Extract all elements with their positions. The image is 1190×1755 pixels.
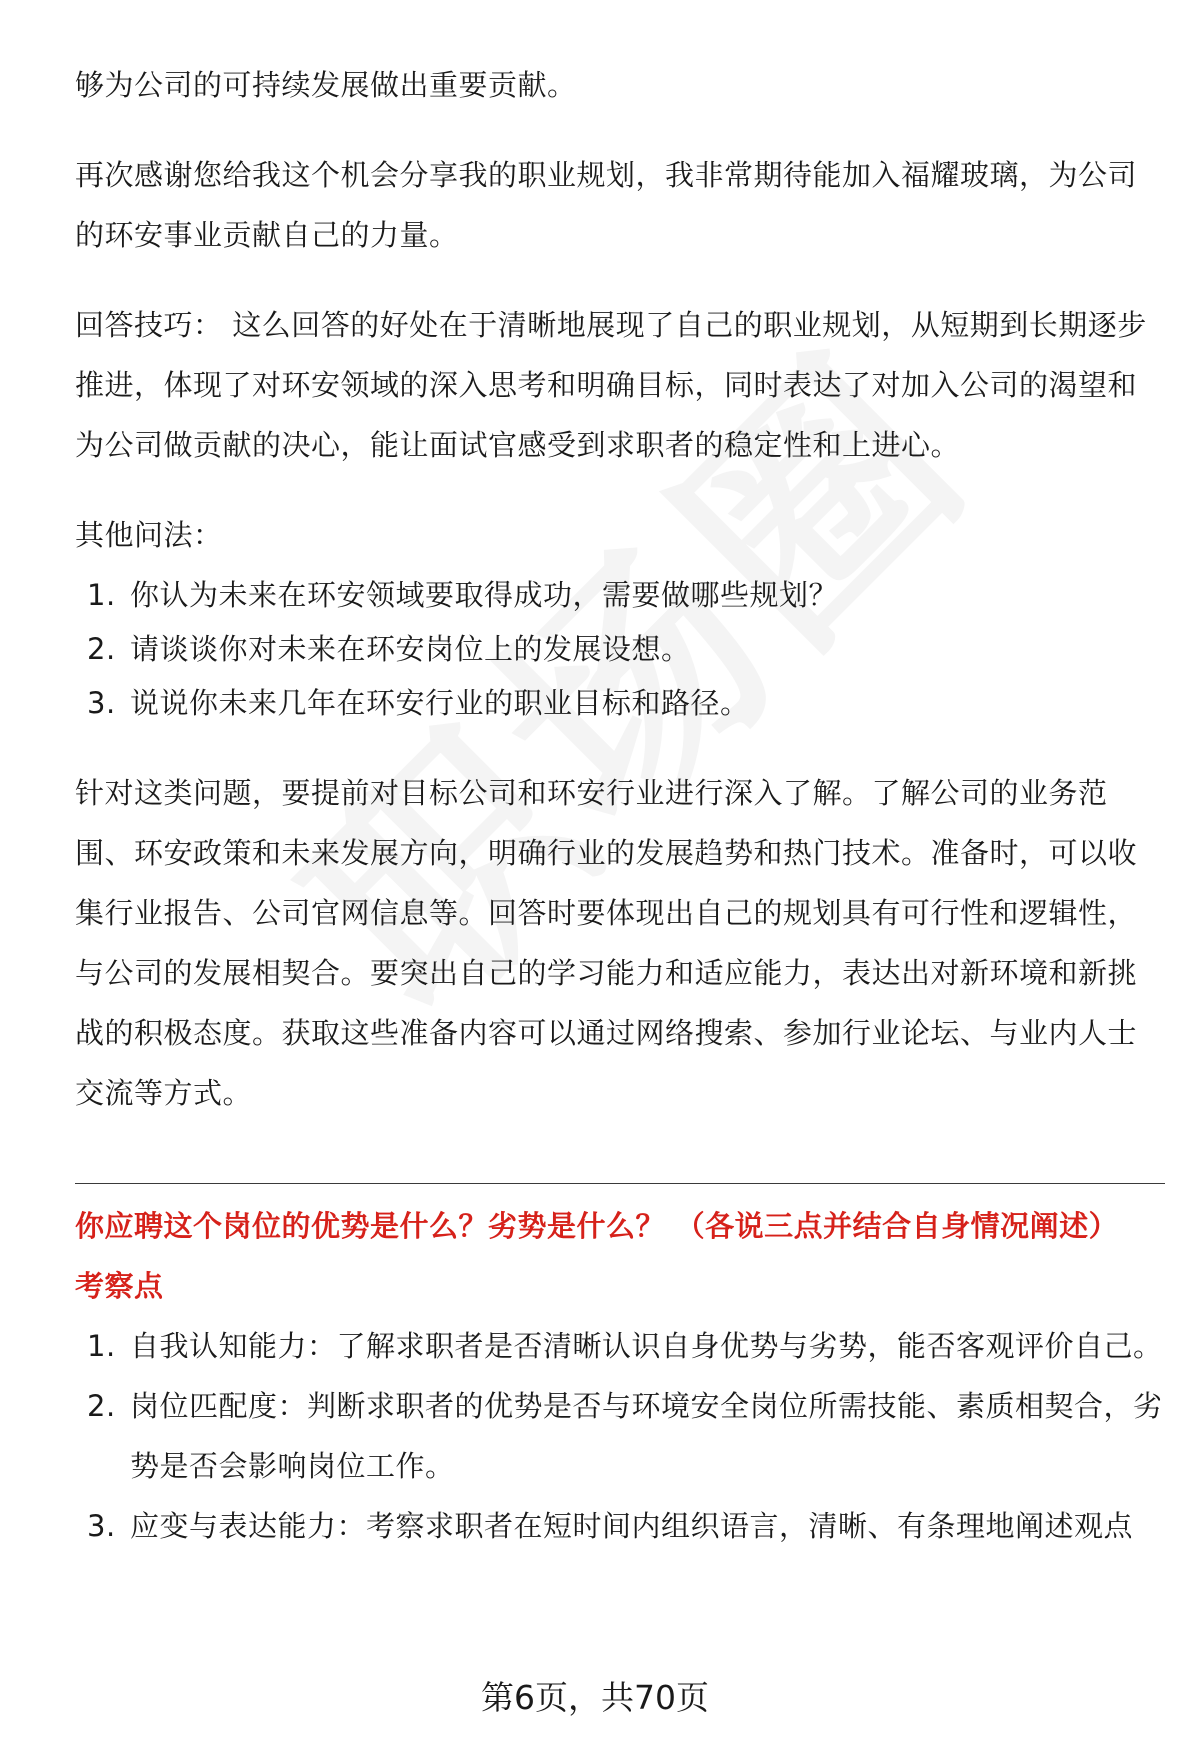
other-questions-list <box>75 565 1165 733</box>
list-number: 1. <box>87 578 116 612</box>
paragraph-answer-tips: 回答技巧： 这么回答的好处在于清晰地展现了自己的职业规划，从短期到长期逐步推进，体现了对环安领域的深入思考和明确目标，同时表达了对加入公司的渴望和为公司做贡献的决心，能让面试官感受到求职者的稳定性和上进心。 <box>75 308 1147 462</box>
exam-points-list <box>75 1316 1165 1556</box>
list-number: 2. <box>87 632 116 666</box>
list-item-text: 岗位匹配度：判断求职者的优势是否与环境安全岗位所需技能、素质相契合，劣势是否会影响岗位工作。 <box>130 1389 1163 1483</box>
list-item <box>75 619 1165 679</box>
list-item-text: 应变与表达能力：考察求职者在短时间内组织语言，清晰、有条理地阐述观点 <box>130 1509 1134 1543</box>
list-item-text: 说说你未来几年在环安行业的职业目标和路径。 <box>130 686 750 720</box>
page-number: 第6页，共70页 <box>481 1678 709 1717</box>
list-item <box>75 1496 1165 1556</box>
paragraph-thanks: 再次感谢您给我这个机会分享我的职业规划，我非常期待能加入福耀玻璃，为公司的环安事业贡献自己的力量。 <box>75 158 1138 252</box>
exam-point-heading: 考察点 <box>75 1269 164 1303</box>
list-item-text: 自我认知能力：了解求职者是否清晰认识自身优势与劣势，能否客观评价自己。 <box>130 1329 1163 1363</box>
list-item <box>75 565 1165 625</box>
list-number: 2. <box>87 1389 116 1423</box>
paragraph-continuation: 够为公司的可持续发展做出重要贡献。 <box>75 68 577 102</box>
list-item-text: 你认为未来在环安领域要取得成功，需要做哪些规划？ <box>130 578 839 612</box>
section-divider <box>75 1183 1165 1184</box>
list-number: 3. <box>87 686 116 720</box>
list-number: 1. <box>87 1329 116 1363</box>
list-item <box>75 1376 1165 1496</box>
question-heading: 你应聘这个岗位的优势是什么？劣势是什么？ （各说三点并结合自身情况阐述） <box>75 1209 1119 1243</box>
list-item <box>75 673 1165 733</box>
list-item <box>75 1316 1165 1376</box>
paragraph-preparation-advice: 针对这类问题，要提前对目标公司和环安行业进行深入了解。了解公司的业务范围、环安政策和未来发展方向，明确行业的发展趋势和热门技术。准备时，可以收集行业报告、公司官网信息等。回答时要体现出自己的规划具有可行性和逻辑性，与公司的发展相契合。要突出自己的学习能力和适应能力，表达出对新环境和新挑战的积极态度。获取这些准备内容可以通过网络搜索、参加行业论坛、与业内人士交流等方式。 <box>75 776 1138 1110</box>
other-questions-label: 其他问法： <box>75 518 223 552</box>
document-body <box>75 55 1165 1556</box>
list-number: 3. <box>87 1509 116 1543</box>
list-item-text: 请谈谈你对未来在环安岗位上的发展设想。 <box>130 632 691 666</box>
